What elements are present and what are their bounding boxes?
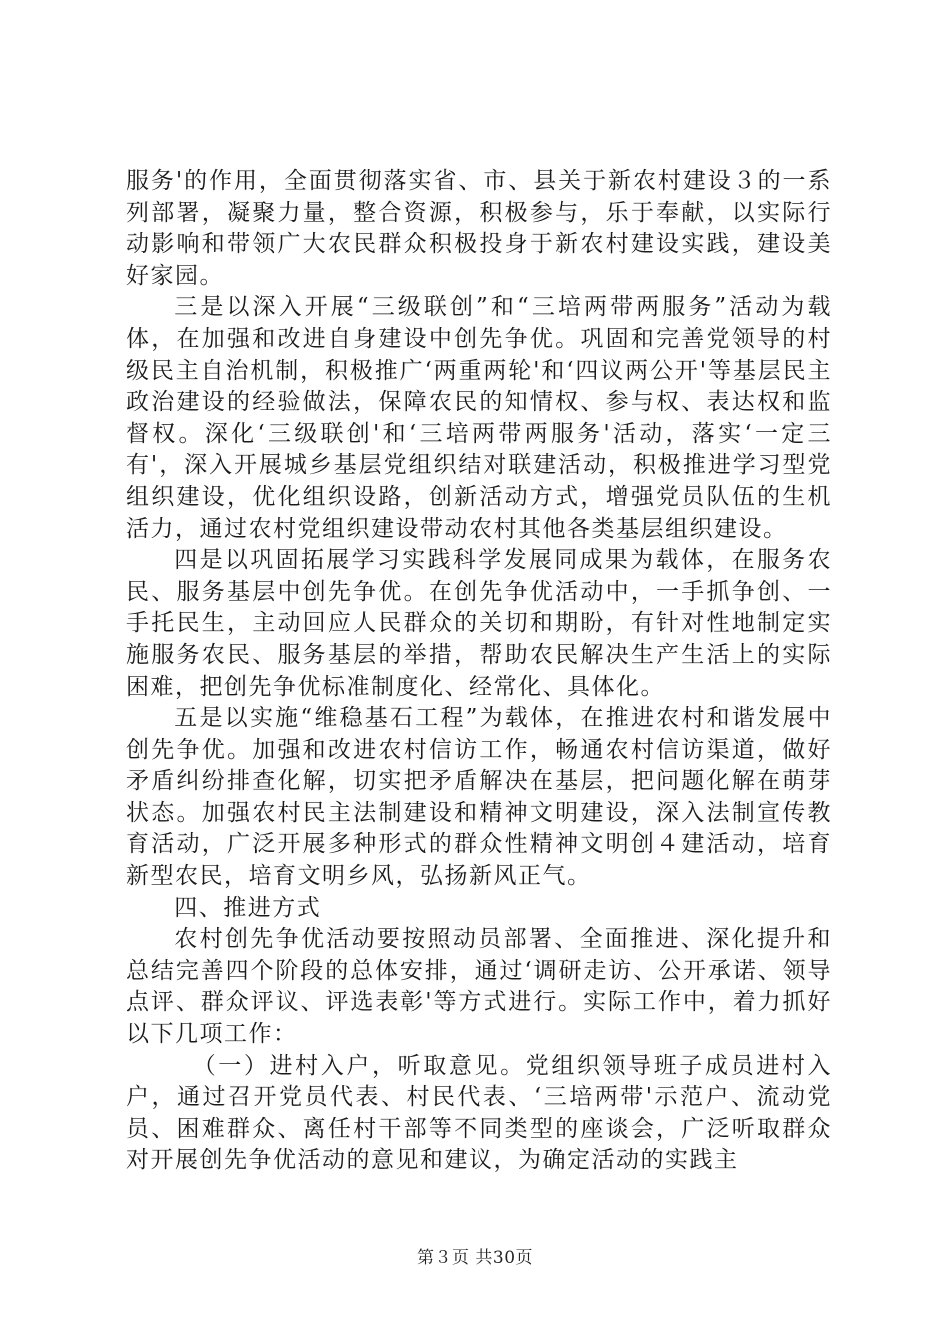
section-heading: 四、推进方式 [174, 894, 322, 921]
paragraph-point-three: 三是以深入开展“三级联创”和“三培两带两服务”活动为载体，在加强和改进自身建设中创先争优。巩固和完善党领导的村级民主自治机制，积极推广‘两重两轮'和‘四议两公开'等基层民主政治建设的经验做法，保障农民的知情权、参与权、表达权和监督权。深化‘三级联创'和‘三培两带两服务'活动，落实‘一定三有'，深入开展城乡基层党组织结对联建活动，积极推进学习型党组织建设，优化组织设路，创新活动方式，增强党员队伍的生机活力，通过农村党组织建设带动农村其他各类基层组织建设。 [126, 294, 832, 542]
paragraph-item-one: （一）进村入户，听取意见。党组织领导班子成员进村入户，通过召开党员代表、村民代表、‘三培两带'示范户、流动党员、困难群众、离任村干部等不同类型的座谈会，广泛听取群众对开展创先争优活动的意见和建议，为确定活动的实践主 [126, 1052, 832, 1174]
page-number: 第３页 共30页 [416, 1248, 534, 1268]
paragraph-approach: 农村创先争优活动要按照动员部署、全面推进、深化提升和总结完善四个阶段的总体安排，通过‘调研走访、公开承诺、领导点评、群众评议、评选表彰'等方式进行。实际工作中，着力抓好以下几项工作： [126, 926, 832, 1048]
document-body [126, 166, 832, 1177]
paragraph-point-five: 五是以实施“维稳基石工程”为载体，在推进农村和谐发展中创先争优。加强和改进农村信访工作，畅通农村信访渠道，做好矛盾纠纷排查化解，切实把矛盾解决在基层，把问题化解在萌芽状态。加强农村民主法制建设和精神文明建设，深入法制宣传教育活动，广泛开展多种形式的群众性精神文明创４建活动，培育新型农民，培育文明乡风，弘扬新风正气。 [126, 705, 832, 890]
paragraph-continuation: 服务'的作用，全面贯彻落实省、市、县关于新农村建设３的一系列部署，凝聚力量，整合资源，积极参与，乐于奉献，以实际行动影响和带领广大农民群众积极投身于新农村建设实践，建设美好家园。 [126, 168, 832, 289]
paragraph-point-four: 四是以巩固拓展学习实践科学发展同成果为载体，在服务农民、服务基层中创先争优。在创先争优活动中，一手抓争创、一手托民生，主动回应人民群众的关切和期盼，有针对性地制定实施服务农民、服务基层的举措，帮助农民解决生产生活上的实际困难，把创先争优标准制度化、经常化、具体化。 [126, 547, 832, 700]
